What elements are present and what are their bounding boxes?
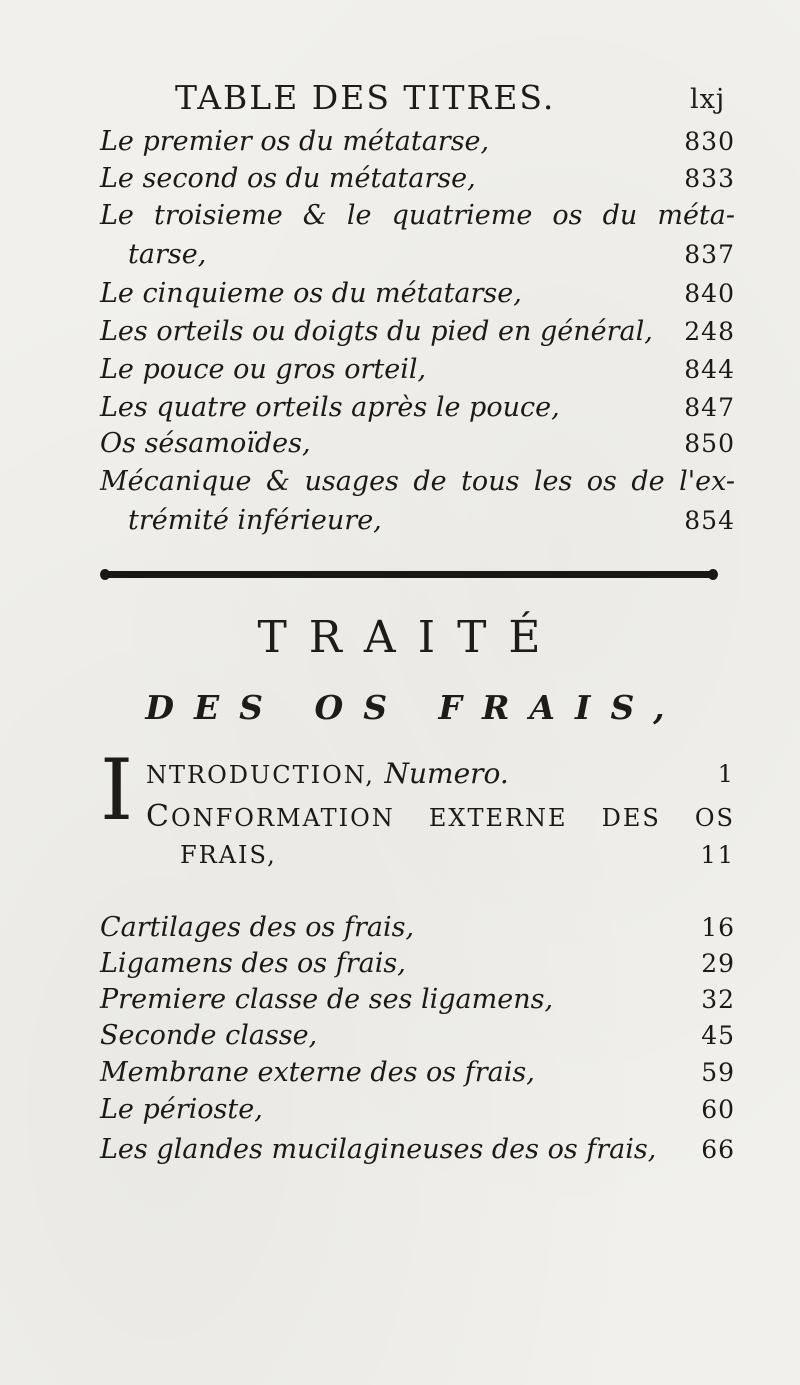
numero-label: Numero. [384, 757, 509, 790]
treatise-subtitle: DES OS FRAIS, [145, 688, 685, 727]
drop-cap: I [100, 741, 134, 839]
entry-page: 16 [701, 913, 735, 942]
entry-page: 844 [684, 355, 735, 384]
treatise-title: TRAITÉ [257, 612, 563, 663]
entry-page: 32 [701, 985, 735, 1014]
entry-text: Premiere classe de ses ligamens, [100, 984, 554, 1015]
entry-page: 11 [700, 841, 735, 869]
entry-text: Les orteils ou doigts du pied en général, [100, 316, 653, 347]
entry-text: Cartilages des os frais, [100, 912, 415, 943]
entry-text: Le troisieme & le quatrieme os du méta- [100, 200, 735, 231]
entry-text: Les quatre orteils après le pouce, [100, 392, 560, 423]
section-divider-rule [103, 571, 715, 578]
entry-text: Le cinquieme os du métatarse, [100, 278, 522, 309]
entry-text: Mécanique & usages de tous les os de l'ex- [100, 466, 735, 497]
entry-text: Le pouce ou gros orteil, [100, 354, 427, 385]
entry-text: Le périoste, [100, 1094, 263, 1125]
intro-heading: FRAIS, [180, 841, 277, 869]
entry-text: Le second os du métatarse, [100, 163, 476, 194]
intro-heading: NTRODUCTION, [146, 761, 375, 789]
intro-heading: ONFORMATION EXTERNE DES OS [170, 804, 735, 832]
entry-page: 854 [684, 506, 735, 535]
entry-page: 29 [701, 949, 735, 978]
entry-page: 830 [684, 127, 735, 156]
entry-page: 60 [701, 1095, 735, 1124]
entry-page: 850 [684, 429, 735, 458]
entry-page: 66 [701, 1135, 735, 1164]
entry-text: Le premier os du métatarse, [100, 126, 490, 157]
entry-page: 59 [701, 1058, 735, 1087]
entry-page: 248 [684, 317, 735, 346]
entry-text: tarse, [128, 239, 207, 270]
folio-number: lxj [690, 84, 726, 115]
entry-text: trémité inférieure, [128, 505, 382, 536]
entry-page: 1 [717, 760, 735, 788]
entry-page: 45 [701, 1021, 735, 1050]
entry-text: Membrane externe des os frais, [100, 1057, 535, 1088]
entry-text: Seconde classe, [100, 1020, 318, 1051]
entry-page: 833 [684, 164, 735, 193]
entry-page: 837 [684, 240, 735, 269]
small-caps-initial: C [146, 799, 171, 834]
entry-text: Os sésamoïdes, [100, 428, 311, 459]
running-head-title: TABLE DES TITRES. [175, 78, 556, 117]
entry-text: Les glandes mucilagineuses des os frais, [100, 1134, 657, 1165]
entry-page: 840 [684, 279, 735, 308]
entry-text: Ligamens des os frais, [100, 948, 406, 979]
entry-page: 847 [684, 393, 735, 422]
